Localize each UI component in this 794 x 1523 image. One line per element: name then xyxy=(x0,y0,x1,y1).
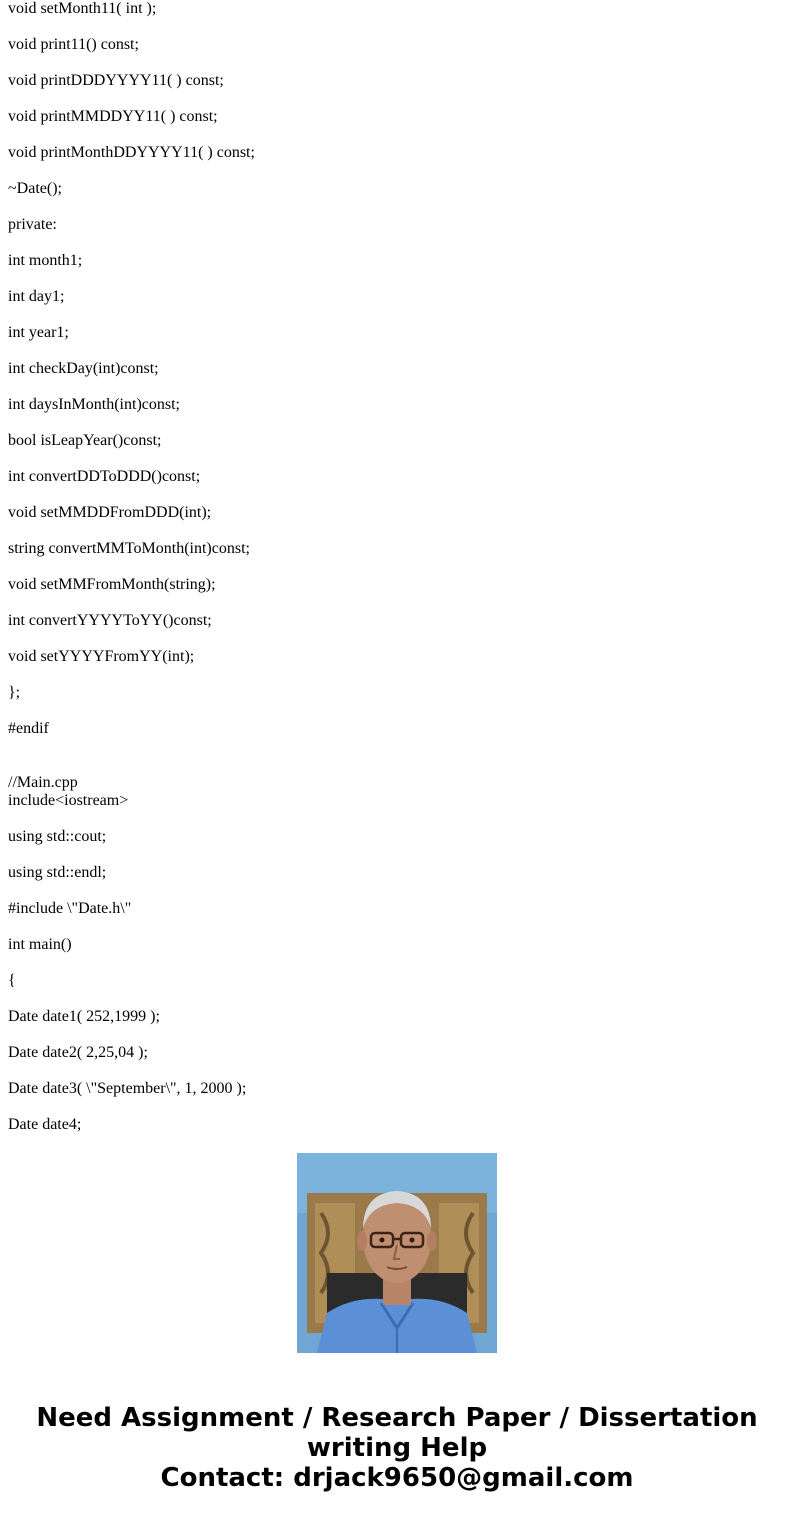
promo-line: writing Help xyxy=(306,1433,488,1463)
author-portrait-icon xyxy=(297,1153,497,1353)
code-line: void print11() const; xyxy=(8,36,139,53)
code-line: void setMMDDFromDDD(int); xyxy=(8,504,212,521)
code-line: void setMMFromMonth(string); xyxy=(8,576,216,593)
code-line: int checkDay(int)const; xyxy=(8,360,159,377)
code-line: using std::endl; xyxy=(8,864,107,881)
code-line: #endif xyxy=(8,720,49,737)
code-line: int month1; xyxy=(8,252,83,269)
code-line: Date date1( 252,1999 ); xyxy=(8,1008,160,1025)
code-line: { xyxy=(8,972,16,989)
code-line: int daysInMonth(int)const; xyxy=(8,396,180,413)
code-line: //Main.cpp xyxy=(8,774,78,791)
code-line: bool isLeapYear()const; xyxy=(8,432,162,449)
code-line: Date date4; xyxy=(8,1116,82,1133)
code-line: }; xyxy=(8,684,21,701)
code-line: private: xyxy=(8,216,57,233)
contact-email: Contact: drjack9650@gmail.com xyxy=(160,1463,634,1493)
code-line: int convertYYYYToYY()const; xyxy=(8,612,212,629)
code-line: int convertDDToDDD()const; xyxy=(8,468,201,485)
code-line: using std::cout; xyxy=(8,828,107,845)
code-line: void printMonthDDYYYY11( ) const; xyxy=(8,144,255,161)
code-line: void printDDDYYYY11( ) const; xyxy=(8,72,224,89)
code-line: void setMonth11( int ); xyxy=(8,0,157,17)
code-line: void setYYYYFromYY(int); xyxy=(8,648,195,665)
code-line: ~Date(); xyxy=(8,180,62,197)
code-line: #include \"Date.h\" xyxy=(8,900,132,917)
code-line: void printMMDDYY11( ) const; xyxy=(8,108,218,125)
code-line: Date date3( \"September\", 1, 2000 ); xyxy=(8,1080,247,1097)
code-line: string convertMMToMonth(int)const; xyxy=(8,540,250,557)
code-line: int day1; xyxy=(8,288,65,305)
promo-line: Need Assignment / Research Paper / Dissertation xyxy=(36,1403,758,1433)
code-line: include<iostream> xyxy=(8,792,129,809)
code-line: Date date2( 2,25,04 ); xyxy=(8,1044,148,1061)
code-line: int main() xyxy=(8,936,72,953)
code-line: int year1; xyxy=(8,324,69,341)
promo-banner xyxy=(0,1403,794,1493)
